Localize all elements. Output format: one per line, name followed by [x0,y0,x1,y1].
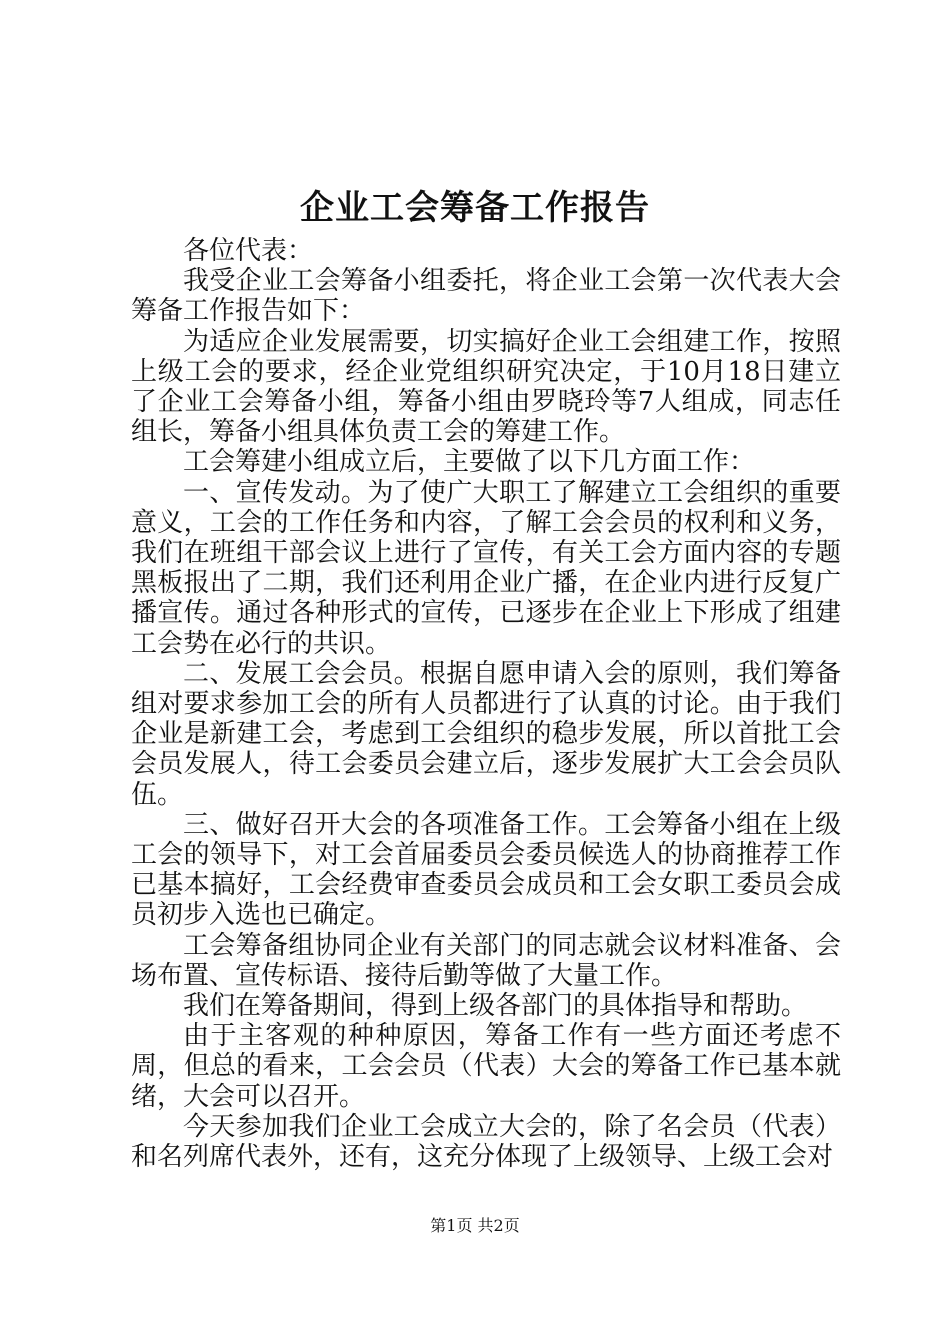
paragraph-guidance: 我们在筹备期间，得到上级各部门的具体指导和帮助。 [183,991,808,1022]
paragraph-logistics: 工会筹备组协同企业有关部门的同志就会议材料准备、会场布置、宣传标语、接待后勤等做了大量工作。 [131,930,841,991]
paragraph-members: 二、发展工会会员。根据自愿申请入会的原则，我们筹备组对要求参加工会的所有人员都进行了认真的讨论。由于我们企业是新建工会，考虑到工会组织的稳步发展，所以首批工会会员发展人，待工会委员会建立后，逐步发展扩大工会会员队伍。 [131,658,841,810]
paragraph-readiness: 由于主客观的种种原因，筹备工作有一些方面还考虑不周，但总的看来，工会会员（代表）大会的筹备工作已基本就绪，大会可以召开。 [131,1021,841,1112]
document-title: 企业工会筹备工作报告 [300,188,650,228]
paragraph-salutation: 各位代表： [183,236,314,266]
paragraph-preparation: 三、做好召开大会的各项准备工作。工会筹备小组在上级工会的领导下，对工会首届委员会委员候选人的协商推荐工作已基本搞好，工会经费审查委员会成员和工会女职工委员会成员初步入选也已确定。 [131,809,841,931]
paragraph-publicity: 一、宣传发动。为了使广大职工了解建立工会组织的重要意义，工会的工作任务和内容，了解工会会员的权利和义务，我们在班组干部会议上进行了宣传，有关工会方面内容的专题黑板报出了二期，我们还利用企业广播，在企业内进行反复广播宣传。通过各种形式的宣传，已逐步在企业上下形成了组建工会势在必行的共识。 [131,477,841,659]
paragraph-background: 为适应企业发展需要，切实搞好企业工会组建工作，按照上级工会的要求，经企业党组织研究决定，于10月18日建立了企业工会筹备小组，筹备小组由罗晓玲等7人组成，同志任组长，筹备小组具体负责工会的筹建工作。 [131,326,841,448]
paragraph-attendance: 今天参加我们企业工会成立大会的，除了名会员（代表）和名列席代表外，还有，这充分体现了上级领导、上级工会对 [131,1111,841,1173]
paragraph-intro: 我受企业工会筹备小组委托，将企业工会第一次代表大会筹备工作报告如下： [131,266,841,327]
paragraph-work-summary: 工会筹建小组成立后，主要做了以下几方面工作： [183,447,756,478]
document-body [131,236,841,1172]
page-number-footer: 第1页 共2页 [430,1216,520,1235]
